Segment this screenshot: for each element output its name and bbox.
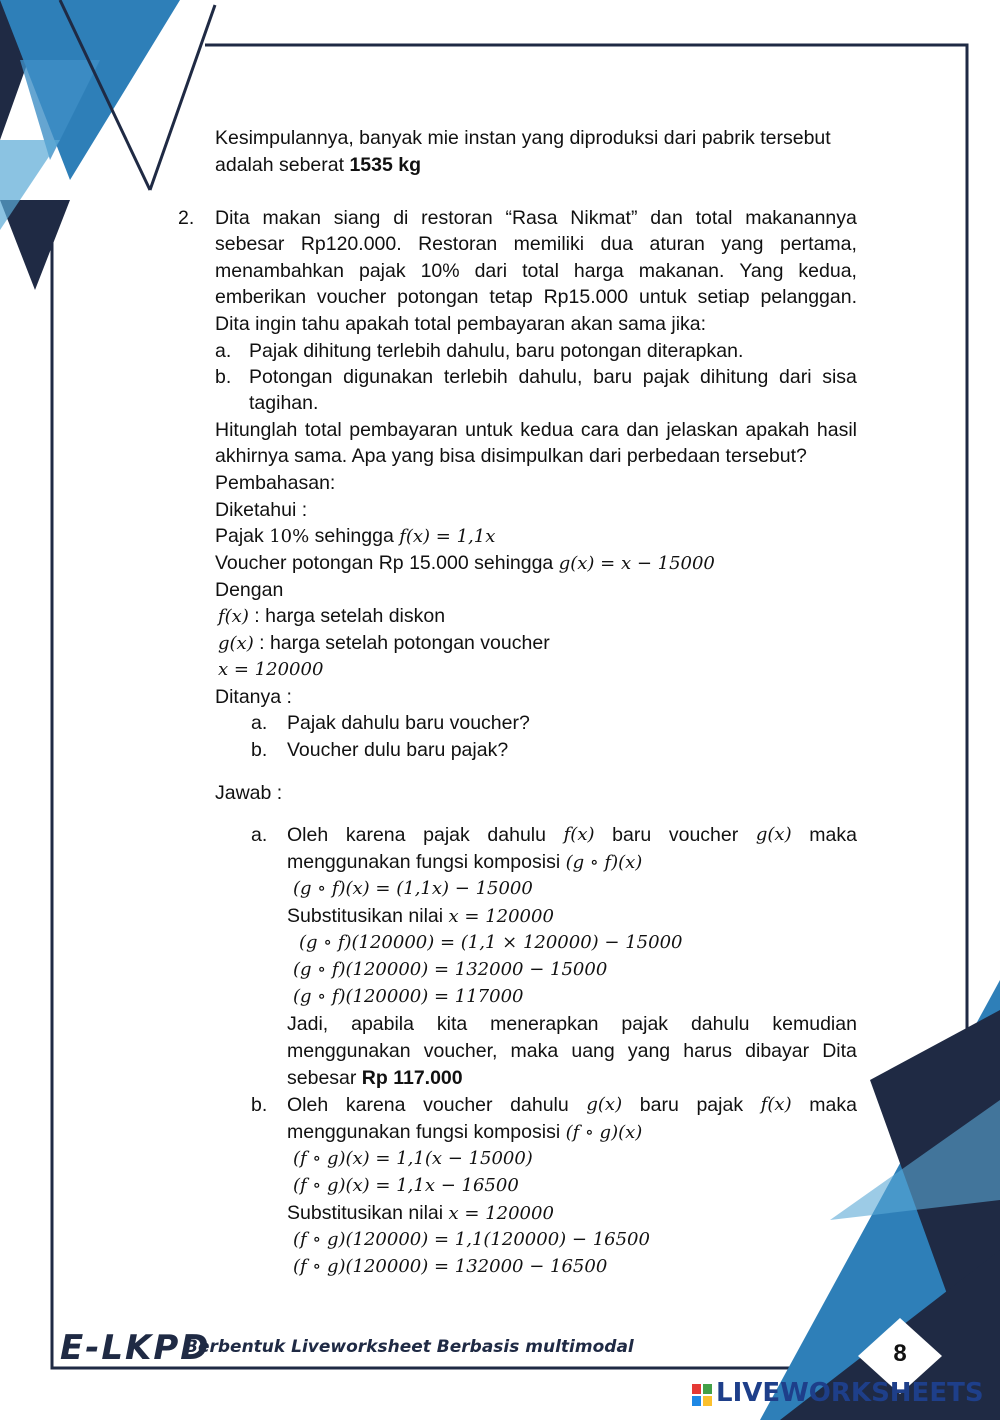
word: total	[695, 207, 733, 229]
part-a-eq-4: (g ∘ f)(120000) = 117000	[293, 986, 524, 1007]
part-b-label: b.	[251, 1094, 268, 1116]
word: apakah	[745, 419, 810, 441]
conclusion-text: adalah seberat	[215, 154, 350, 176]
word: jelaskan	[666, 419, 738, 441]
word: makan	[262, 207, 321, 229]
word: memiliki	[513, 233, 585, 255]
asked-a: Pajak dahulu baru voucher?	[287, 712, 530, 734]
solution-heading: Pembahasan:	[215, 472, 336, 494]
word: total	[522, 260, 559, 282]
word: digunakan	[343, 366, 434, 388]
problem-line-5: Dita ingin tahu apakah total pembayaran akan sama jika:	[215, 313, 707, 335]
tax-line	[215, 523, 495, 550]
word: karena	[345, 1094, 406, 1116]
gx-symbol: g(x)	[218, 633, 254, 654]
conclusion-line-1: Kesimpulannya, banyak mie instan yang diproduksi dari pabrik tersebut	[215, 127, 831, 149]
word: Oleh	[287, 1094, 329, 1116]
word: maka	[510, 1040, 559, 1062]
answer-heading: Jawab :	[215, 782, 283, 804]
voucher-label: Voucher potongan Rp 15.000 sehingga	[215, 552, 559, 574]
x-value: x = 120000	[218, 659, 324, 680]
word: dibayar	[745, 1040, 810, 1062]
part-a-conclusion-text: sebesar	[287, 1067, 362, 1089]
conclusion-line-2	[215, 152, 421, 178]
word: dahulu	[510, 1094, 569, 1116]
word: terlebih	[443, 366, 508, 388]
word: di	[393, 207, 409, 229]
asked-b: Voucher dulu baru pajak?	[287, 739, 509, 761]
word: yang	[721, 233, 764, 255]
part-b-eq-4: (f ∘ g)(120000) = 132000 − 16500	[293, 1256, 608, 1277]
part-b-intro-text: menggunakan fungsi komposisi	[287, 1121, 566, 1143]
word: Rp120.000.	[300, 233, 402, 255]
word: baru	[593, 366, 633, 388]
word: “Rasa	[505, 207, 558, 229]
word: voucher	[316, 286, 387, 308]
word: f(x)	[563, 824, 595, 845]
part-b-eq-2: (f ∘ g)(x) = 1,1x − 16500	[293, 1175, 519, 1196]
part-a-composition: (g ∘ f)(x)	[565, 852, 643, 873]
word: pajak	[423, 824, 470, 846]
word: maka	[809, 824, 857, 846]
part-a-intro-line-1	[287, 822, 857, 848]
word: dua	[600, 233, 634, 255]
word: f(x)	[760, 1094, 792, 1115]
word: karena	[345, 824, 406, 846]
problem-line-3	[215, 258, 857, 284]
word: apabila	[351, 1013, 414, 1035]
option-a: Pajak dihitung terlebih dahulu, baru potongan diterapkan.	[249, 340, 744, 362]
word: untuk	[465, 419, 513, 441]
word: dahulu	[487, 824, 546, 846]
word: untuk	[639, 286, 687, 308]
word: Rp15.000	[543, 286, 629, 308]
word: dan	[650, 207, 683, 229]
voucher-function: g(x) = x − 15000	[558, 553, 715, 574]
question-line-1	[215, 417, 857, 443]
word: emberikan	[215, 286, 307, 308]
word: Dita	[822, 1040, 857, 1062]
word: kita	[436, 1013, 468, 1035]
word: setiap	[697, 286, 750, 308]
word: makanan.	[638, 260, 725, 282]
word: Restoran	[418, 233, 498, 255]
part-a-conclusion-line-2	[287, 1038, 857, 1064]
word: kemudian	[772, 1013, 857, 1035]
word: baru	[612, 824, 652, 846]
word: Yang	[739, 260, 784, 282]
word: cara	[580, 419, 619, 441]
word: dahulu	[690, 1013, 750, 1035]
word: dihitung	[700, 366, 769, 388]
tax-label: Pajak	[215, 525, 270, 547]
part-a-conclusion-line-1	[287, 1011, 857, 1037]
part-a-intro-text: menggunakan fungsi komposisi	[287, 851, 566, 873]
footer-title: E-LKPD	[60, 1328, 211, 1368]
word: restoran	[421, 207, 493, 229]
part-b-subst-text: Substitusikan nilai	[287, 1202, 449, 1224]
word: g(x)	[586, 1094, 623, 1115]
part-b-subst	[287, 1200, 554, 1227]
part-a-subst-text: Substitusikan nilai	[287, 905, 449, 927]
part-a-subst	[287, 903, 554, 930]
word: Nikmat”	[570, 207, 638, 229]
word: voucher	[423, 1094, 493, 1116]
word: baru	[639, 1094, 679, 1116]
liveworksheets-brand: LIVEWORKSHEETS	[716, 1378, 984, 1408]
word: pembayaran	[349, 419, 458, 441]
part-a-eq-3: (g ∘ f)(120000) = 132000 − 15000	[293, 959, 608, 980]
part-b-intro-line-1	[287, 1092, 857, 1118]
word: harus	[683, 1040, 733, 1062]
with-heading: Dengan	[215, 579, 284, 601]
option-b-line-1	[249, 364, 857, 390]
fx-symbol: f(x)	[218, 606, 249, 627]
gx-description: : harga setelah potongan voucher	[253, 632, 550, 654]
word: total	[304, 419, 342, 441]
word: 10%	[420, 260, 460, 282]
word: Potongan	[249, 366, 333, 388]
asked-a-label: a.	[251, 712, 268, 734]
part-b-intro-line-2	[287, 1119, 642, 1146]
word: Jadi,	[287, 1013, 329, 1035]
conclusion-weight: 1535 kg	[349, 154, 421, 176]
option-b-line-2: tagihan.	[249, 392, 319, 414]
question-line-2: akhirnya sama. Apa yang bisa disimpulkan dari perbedaan tersebut?	[215, 445, 807, 467]
part-a-label: a.	[251, 824, 268, 846]
fx-definition	[218, 603, 445, 630]
word: g(x)	[755, 824, 792, 845]
word: dari	[779, 366, 812, 388]
part-b-eq-3: (f ∘ g)(120000) = 1,1(120000) − 16500	[293, 1229, 650, 1250]
part-b-composition: (f ∘ g)(x)	[565, 1122, 643, 1143]
word: siang	[333, 207, 381, 229]
word: dan	[626, 419, 659, 441]
tax-percent: 10%	[269, 526, 310, 547]
option-a-label: a.	[215, 340, 232, 362]
word: uang	[571, 1040, 615, 1062]
word: voucher	[668, 824, 739, 846]
word: kedua,	[798, 260, 857, 282]
word: sisa	[822, 366, 857, 388]
fx-description: : harga setelah diskon	[248, 605, 446, 627]
word: makanannya	[745, 207, 857, 229]
word: Oleh	[287, 824, 329, 846]
problem-number: 2.	[178, 207, 195, 229]
word: hasil	[816, 419, 857, 441]
footer-subtitle: Berbentuk Liveworksheet Berbasis multimodal	[185, 1337, 634, 1357]
word: pajak	[696, 1094, 744, 1116]
part-a-subst-value: x = 120000	[448, 906, 554, 927]
part-b-eq-1: (f ∘ g)(x) = 1,1(x − 15000)	[293, 1148, 533, 1169]
asked-b-label: b.	[251, 739, 268, 761]
known-heading: Diketahui :	[215, 499, 308, 521]
word: maka	[809, 1094, 857, 1116]
word: aturan	[649, 233, 705, 255]
problem-line-4	[215, 284, 857, 310]
part-a-eq-2: (g ∘ f)(120000) = (1,1 × 120000) − 15000	[299, 932, 683, 953]
part-a-intro-line-2	[287, 849, 642, 876]
page-number: 8	[893, 1340, 907, 1367]
word: pajak	[642, 366, 690, 388]
word: menggunakan	[287, 1040, 411, 1062]
gx-definition	[218, 630, 550, 657]
word: sebesar	[215, 233, 285, 255]
word: tetap	[489, 286, 533, 308]
problem-line-1	[215, 205, 857, 231]
part-a-eq-1: (g ∘ f)(x) = (1,1x) − 15000	[293, 878, 533, 899]
part-a-result: Rp 117.000	[361, 1067, 463, 1089]
word: yang	[627, 1040, 671, 1062]
tax-function: f(x) = 1,1x	[399, 526, 496, 547]
part-b-subst-value: x = 120000	[448, 1203, 554, 1224]
asked-heading: Ditanya :	[215, 686, 292, 708]
word: Hitunglah	[215, 419, 298, 441]
word: menerapkan	[490, 1013, 599, 1035]
word: voucher,	[423, 1040, 498, 1062]
word: potongan	[397, 286, 479, 308]
word: pajak	[621, 1013, 669, 1035]
option-b-label: b.	[215, 366, 232, 388]
word: pajak	[358, 260, 406, 282]
word: kedua	[520, 419, 574, 441]
part-a-conclusion-line-3	[287, 1065, 463, 1091]
tax-connector: sehingga	[309, 525, 400, 547]
word: harga	[573, 260, 624, 282]
word: dahulu,	[518, 366, 583, 388]
voucher-line	[215, 550, 715, 577]
word: dari	[474, 260, 508, 282]
word: Dita	[215, 207, 250, 229]
word: pelanggan.	[760, 286, 857, 308]
problem-line-2	[215, 231, 857, 257]
word: menambahkan	[215, 260, 344, 282]
word: pertama,	[779, 233, 857, 255]
liveworksheets-logo-icon	[692, 1384, 712, 1406]
